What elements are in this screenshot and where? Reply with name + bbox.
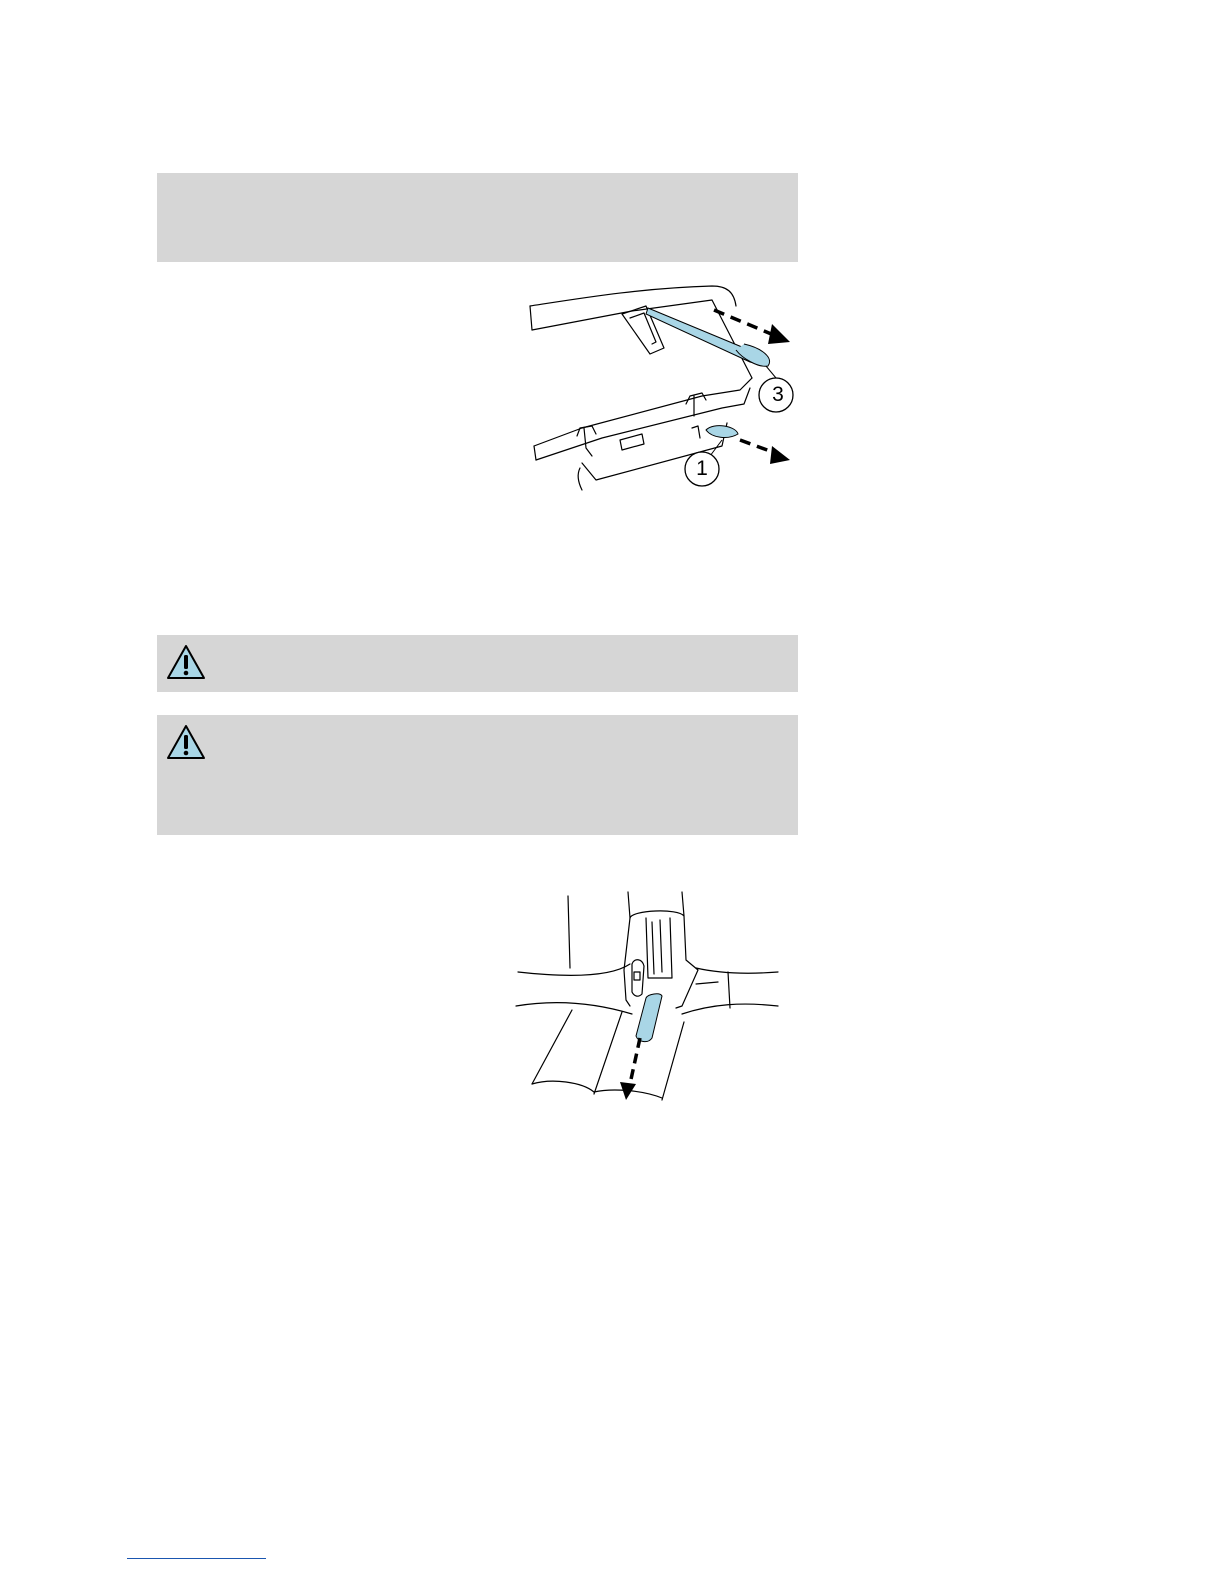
callout-1: 1 [696,457,708,480]
footer-rule [127,1558,266,1559]
seat-strap-figure [522,278,798,498]
warning-triangle-icon [166,644,206,680]
callout-3: 3 [772,383,784,406]
warning-box-2 [157,715,798,835]
warning-triangle-icon [166,724,206,760]
warning-box-1 [157,635,798,692]
header-box [157,173,798,262]
seatbelt-guide-figure [512,888,788,1104]
